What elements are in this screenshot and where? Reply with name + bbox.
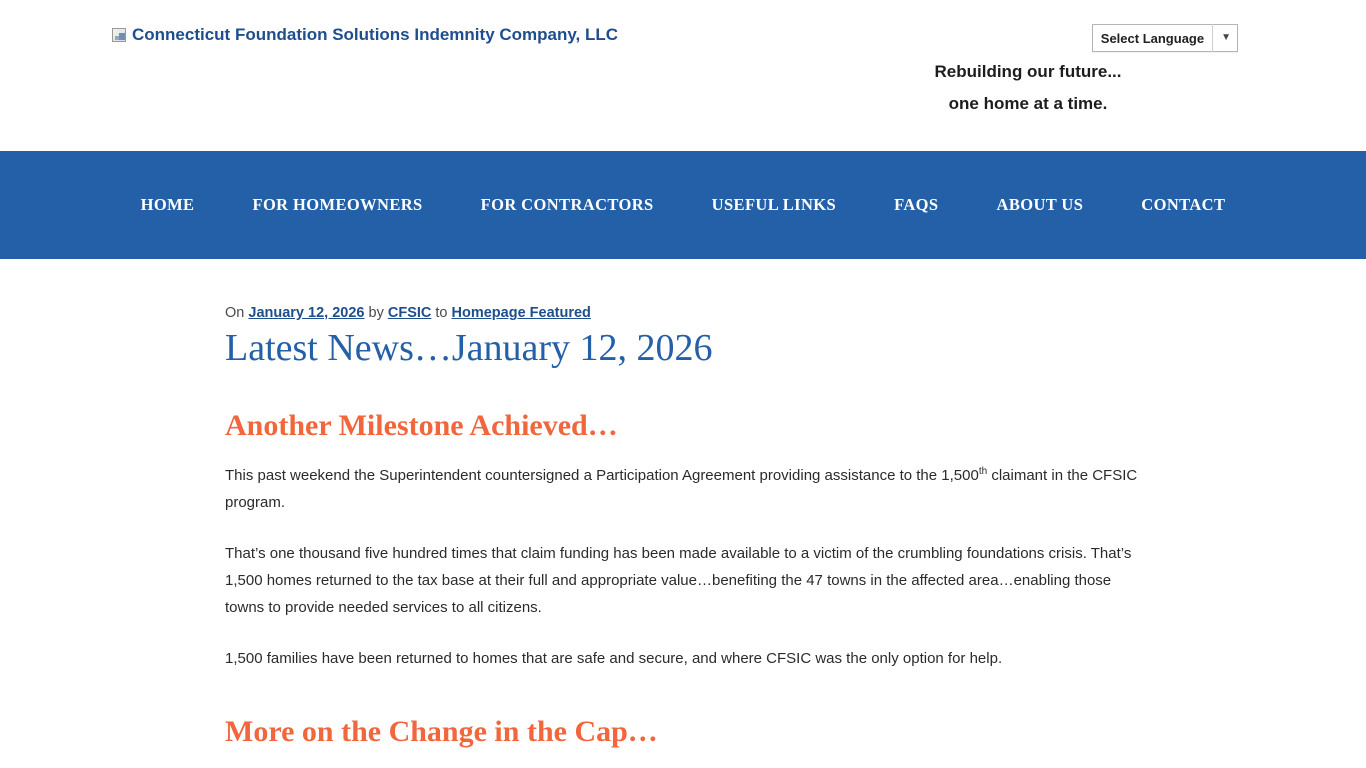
post-date-link[interactable]: January 12, 2026 (248, 305, 365, 321)
language-selector-label: Select Language (1100, 30, 1205, 46)
page-content (0, 259, 1366, 750)
tagline-line-1: Rebuilding our future... (934, 62, 1122, 81)
site-tagline (818, 56, 1238, 120)
ordinal-suffix: th (978, 465, 988, 477)
language-selector[interactable] (1092, 24, 1238, 52)
site-logo-alt-text: Connecticut Foundation Solutions Indemnity Company, LLC (132, 25, 619, 44)
paragraph-milestone-1: This past weekend the Superintendent countersigned a Participation Agreement providing assistance to the 1,500th claimant in the CFSIC program. (225, 465, 1138, 511)
site-header (0, 0, 1366, 151)
nav-item-for-homeowners[interactable]: FOR HOMEOWNERS (252, 195, 423, 214)
page-title: Latest News…January 12, 2026 (225, 327, 713, 369)
tagline-line-2: one home at a time. (948, 94, 1108, 113)
language-selector-divider (1212, 24, 1213, 52)
section-heading-cap-change: More on the Change in the Cap… (225, 714, 658, 748)
nav-item-about-us[interactable]: ABOUT US (996, 195, 1084, 214)
main-navigation (0, 151, 1366, 259)
broken-image-icon (112, 28, 126, 42)
post-category-link[interactable]: Homepage Featured (451, 305, 591, 321)
nav-list (112, 185, 1255, 225)
nav-item-for-contractors[interactable]: FOR CONTRACTORS (480, 195, 654, 214)
section-heading-milestone: Another Milestone Achieved… (225, 408, 618, 442)
nav-item-home[interactable]: HOME (140, 195, 195, 214)
nav-item-contact[interactable]: CONTACT (1141, 195, 1226, 214)
news-article (225, 259, 1141, 750)
post-meta (225, 305, 1141, 321)
site-logo[interactable] (112, 25, 618, 45)
nav-item-useful-links[interactable]: USEFUL LINKS (711, 195, 837, 214)
paragraph-milestone-2: That’s one thousand five hundred times that claim funding has been made available to a victim of the crumbling foundations crisis. That’s 1,500 homes returned to the tax base at their full and appropriate value…benefiting the 47 towns in the affected area…enabling those towns to provide needed services to all citizens. (225, 544, 1132, 616)
post-meta-on-label: On (225, 305, 245, 321)
paragraph-milestone-3: 1,500 families have been returned to homes that are safe and secure, and where CFSIC was the only option for help. (225, 649, 1003, 667)
post-meta-to-label: to (435, 305, 448, 321)
chevron-down-icon[interactable]: ▼ (1221, 32, 1231, 43)
nav-item-faqs[interactable]: FAQS (894, 195, 939, 214)
post-meta-by-label: by (368, 305, 384, 321)
post-author-link[interactable]: CFSIC (387, 305, 432, 321)
